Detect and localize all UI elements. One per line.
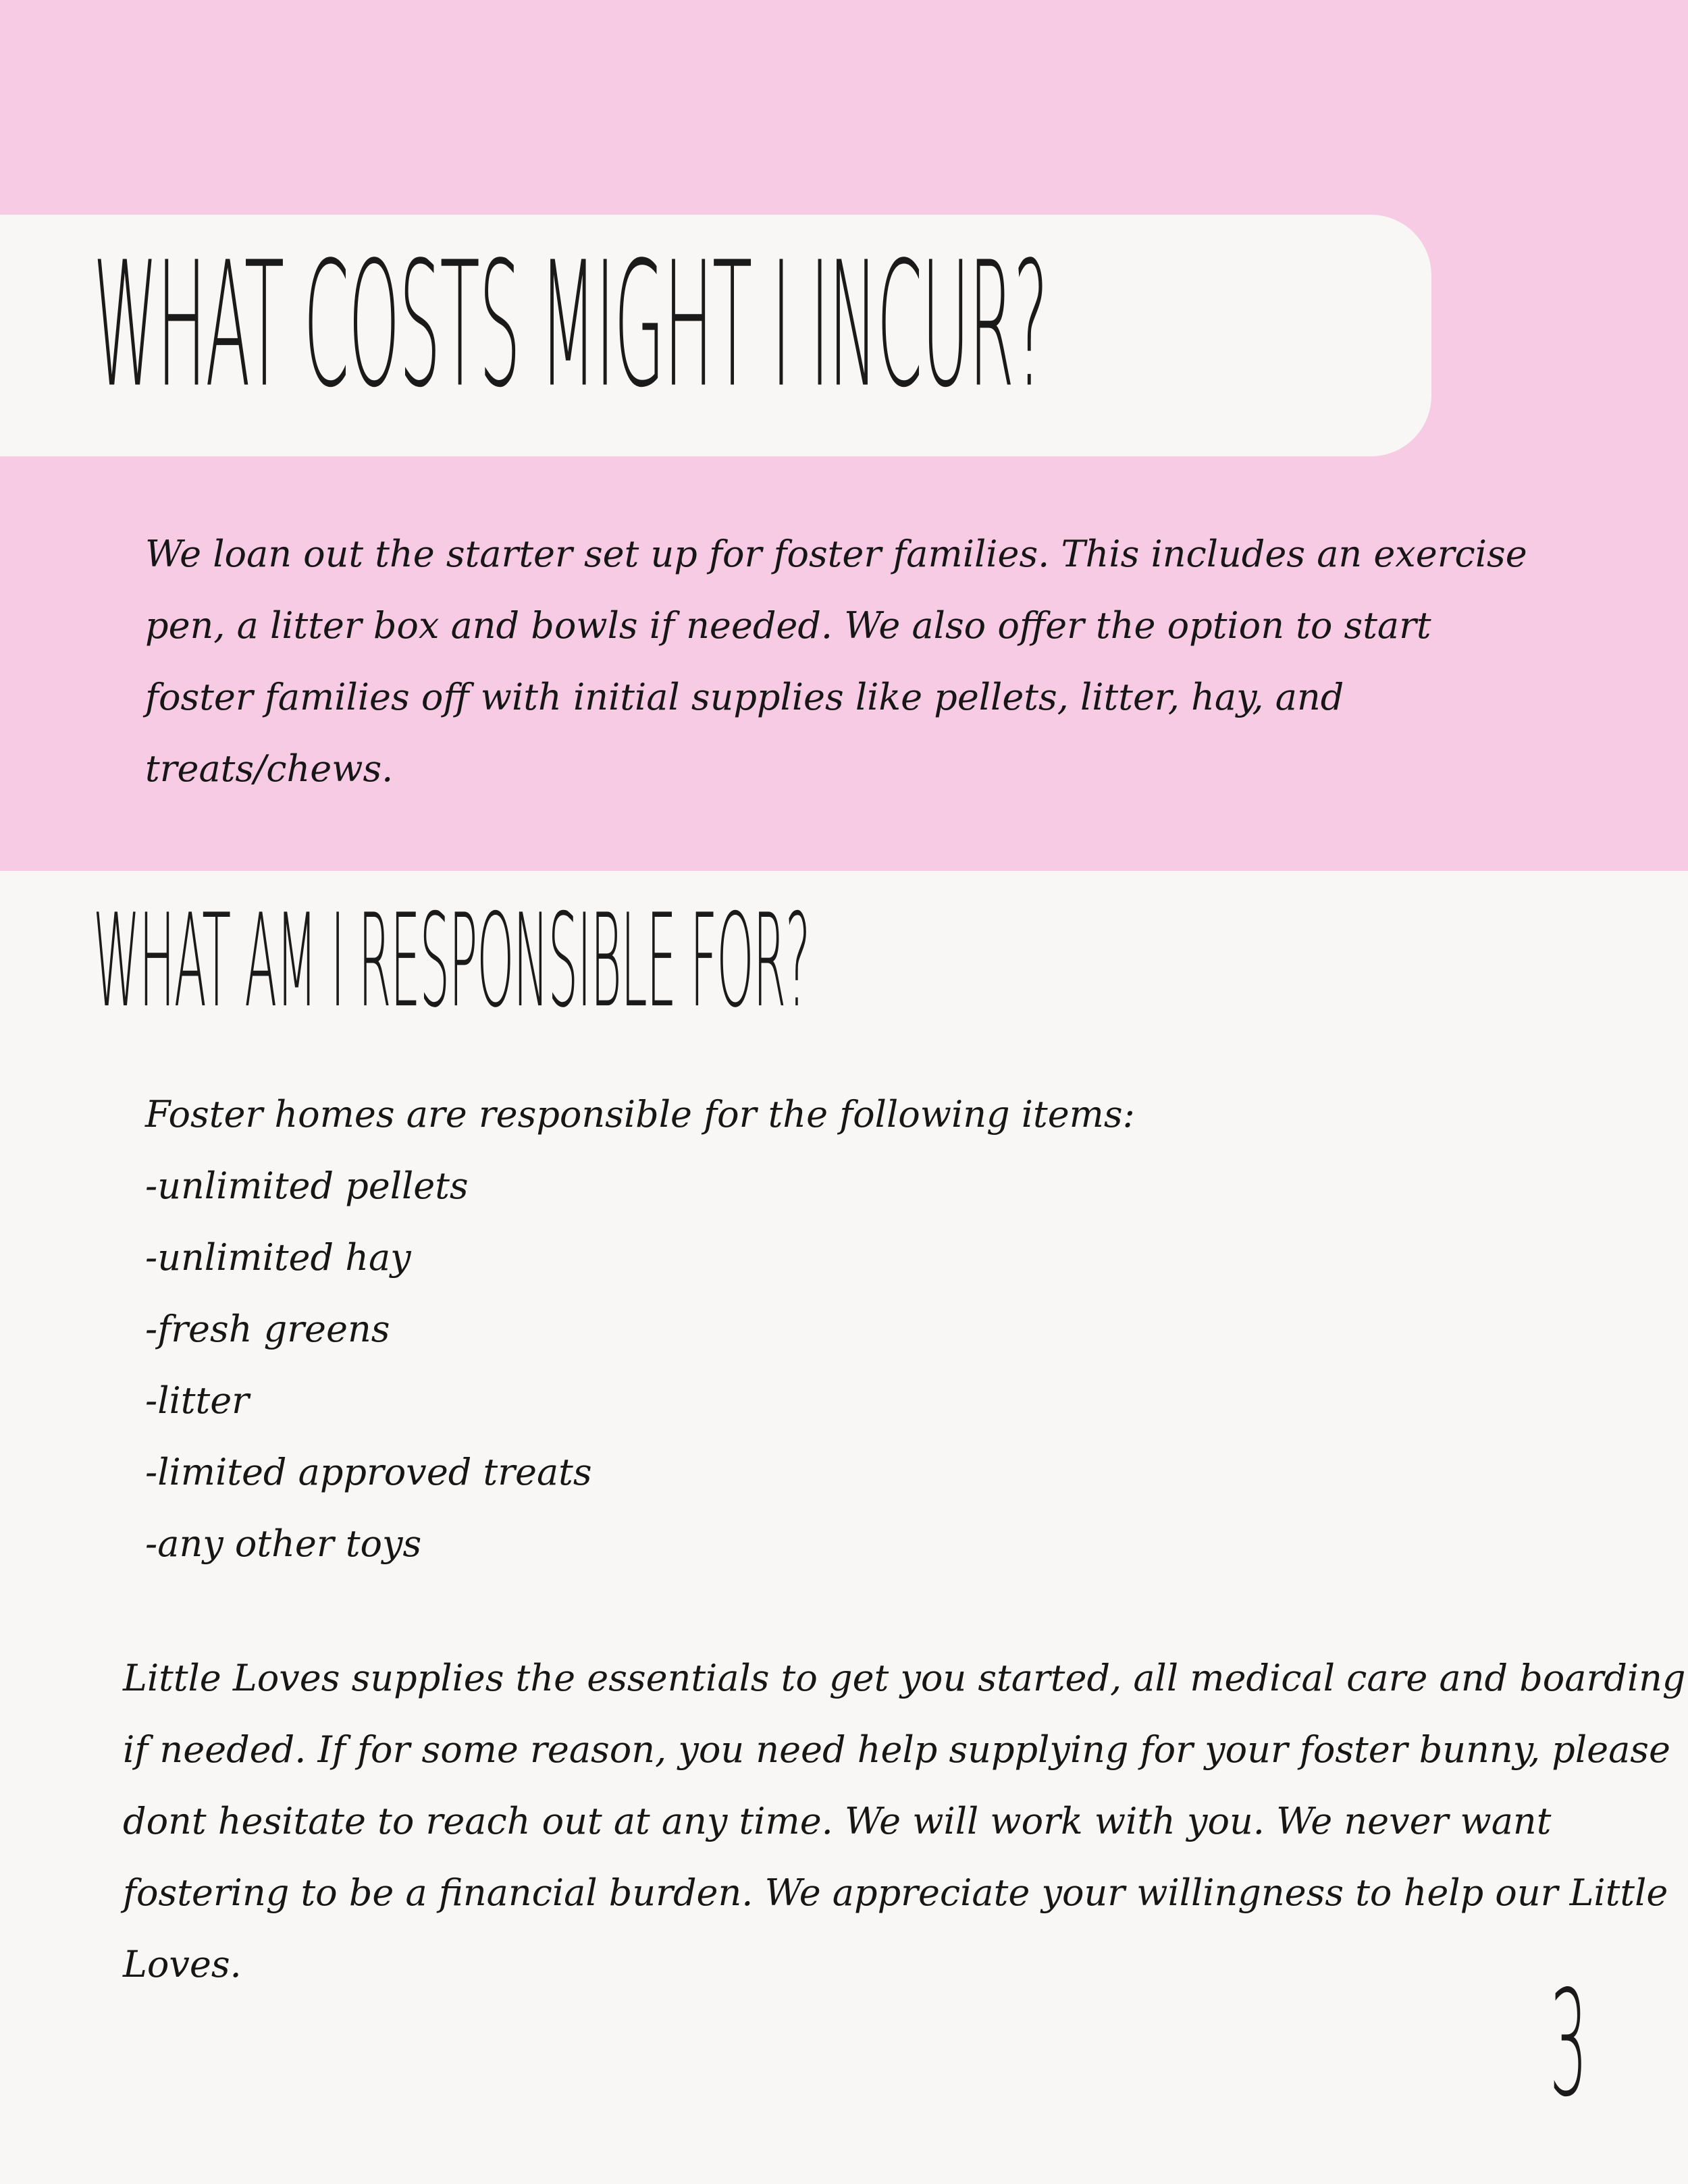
list-item: -limited approved treats xyxy=(145,1451,592,1493)
list-item: -unlimited pellets xyxy=(145,1165,469,1207)
closing-paragraph-line: Loves. xyxy=(123,1943,242,1986)
costs-paragraph-line: treats/chews. xyxy=(145,747,394,790)
page-number: 3 xyxy=(1550,1959,1587,2129)
list-item: -unlimited hay xyxy=(145,1236,411,1279)
costs-paragraph-line: We loan out the starter set up for foster families. This includes an exercise xyxy=(145,533,1527,575)
list-item: -any other toys xyxy=(145,1522,422,1565)
closing-paragraph xyxy=(123,1643,1686,2000)
costs-heading: WHAT COSTS MIGHT I INCUR? xyxy=(93,225,1048,426)
responsible-list xyxy=(145,1079,1135,1580)
closing-paragraph-line: if needed. If for some reason, you need help supplying for your foster bunny, please xyxy=(123,1728,1670,1771)
responsible-intro: Foster homes are responsible for the following items: xyxy=(145,1093,1135,1136)
list-item: -litter xyxy=(145,1379,249,1422)
closing-paragraph-line: dont hesitate to reach out at any time. We will work with you. We never want xyxy=(123,1800,1552,1842)
responsible-heading: WHAT AM I RESPONSIBLE FOR? xyxy=(93,886,810,1037)
costs-paragraph-line: pen, a litter box and bowls if needed. We also offer the option to start xyxy=(145,604,1431,647)
costs-paragraph-line: foster families off with initial supplies like pellets, litter, hay, and xyxy=(145,676,1344,718)
costs-paragraph xyxy=(145,518,1527,805)
closing-paragraph-line: Little Loves supplies the essentials to get you started, all medical care and boarding xyxy=(123,1657,1686,1699)
list-item: -fresh greens xyxy=(145,1308,390,1350)
closing-paragraph-line: fostering to be a financial burden. We appreciate your willingness to help our Little xyxy=(123,1871,1668,1914)
